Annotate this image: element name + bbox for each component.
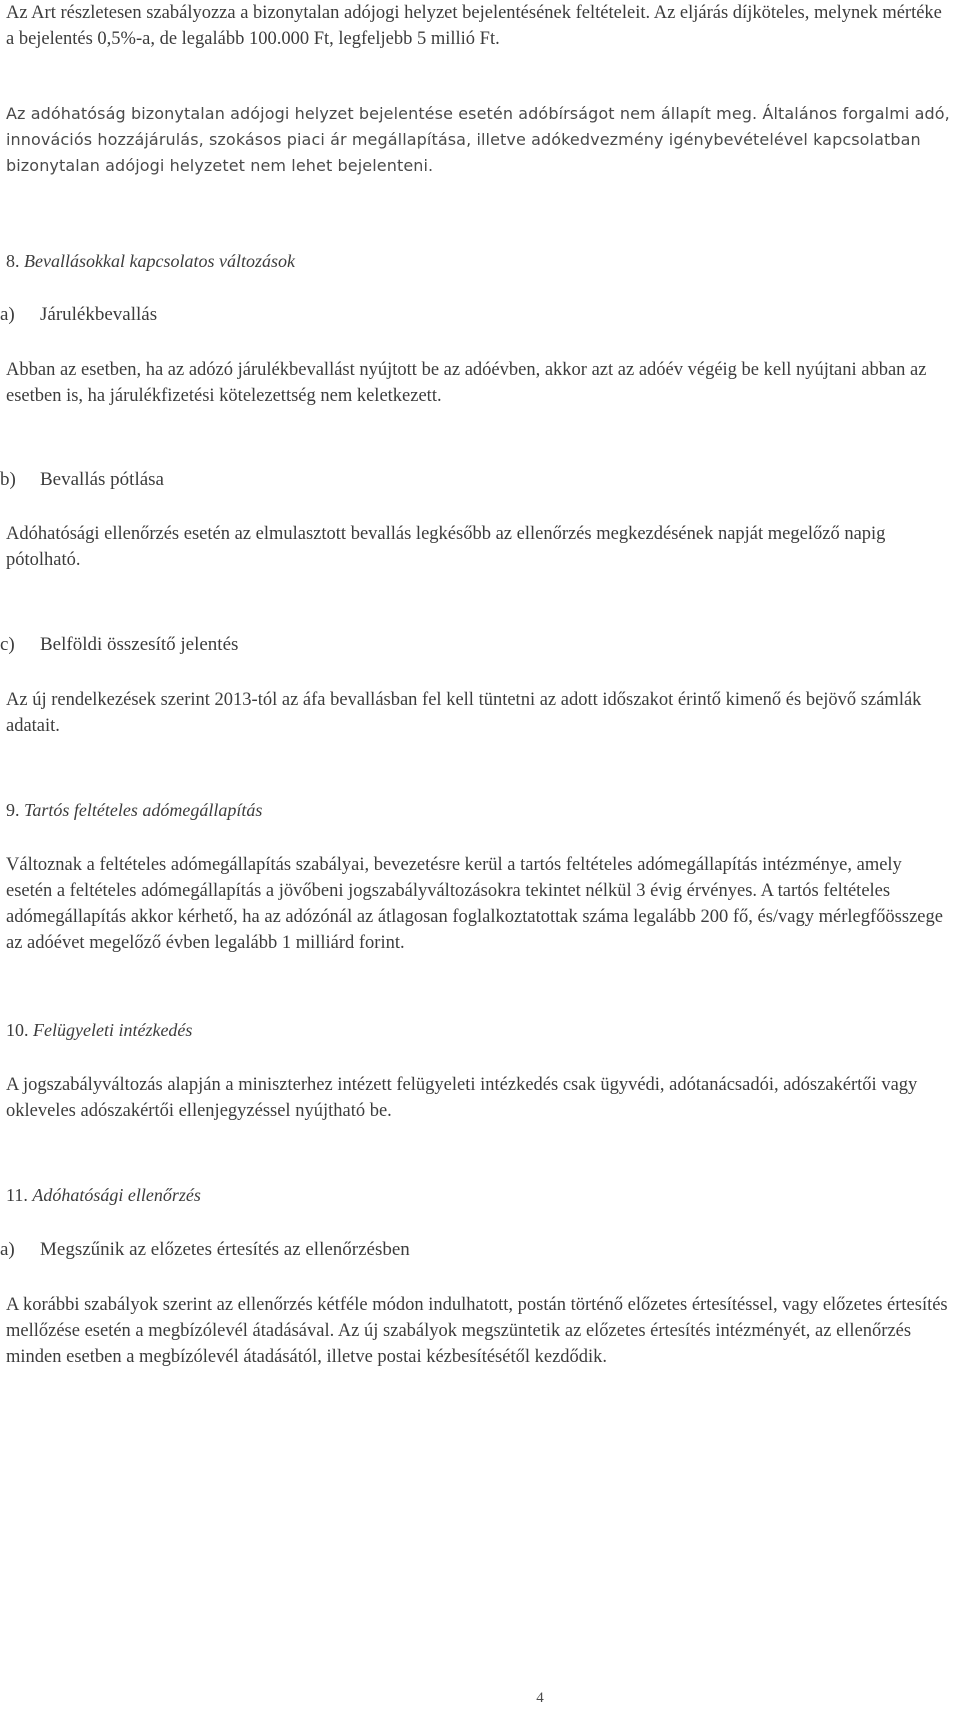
section-10-title: Felügyeleti intézkedés <box>33 1020 193 1040</box>
section-9-title: Tartós feltételes adómegállapítás <box>24 800 263 820</box>
page-number: 4 <box>536 1690 544 1706</box>
section-10-number: 10. <box>6 1020 29 1040</box>
section-8a-text: Abban az esetben, ha az adózó járulékbevallást nyújtott be az adóévben, akkor azt az adóév végéig be kell nyújtani abban az esetben is, ha járulékfizetési kötelezettség nem keletkezett. <box>6 360 927 406</box>
section-10-heading <box>6 1017 192 1043</box>
section-11a-heading <box>0 1237 410 1263</box>
section-8b-text: Adóhatósági ellenőrzés esetén az elmulasztott bevallás legkésőbb az ellenőrzés megkezdésének napját megelőző napig pótolható. <box>6 524 886 570</box>
section-8-number: 8. <box>6 251 20 271</box>
section-8-title: Bevallásokkal kapcsolatos változások <box>24 251 295 271</box>
section-8c-title: Belföldi összesítő jelentés <box>40 634 239 655</box>
section-11-title: Adóhatósági ellenőrzés <box>32 1185 201 1205</box>
section-11-number: 11. <box>6 1185 28 1205</box>
section-10-text: A jogszabályváltozás alapján a miniszterhez intézett felügyeleti intézkedés csak ügyvédi, adótanácsadói, adószakértői vagy okleveles adószakértői ellenjegyzéssel nyújtható be. <box>6 1075 918 1121</box>
section-9-number: 9. <box>6 800 20 820</box>
section-8a-heading <box>0 302 159 328</box>
section-11a-title: Megszűnik az előzetes értesítés az ellenőrzésben <box>40 1239 410 1260</box>
section-8-heading <box>6 248 295 274</box>
section-8a-title: Járulékbevallás <box>40 304 158 325</box>
section-8c-text: Az új rendelkezések szerint 2013-tól az áfa bevallásban fel kell tüntetni az adott időszakot érintő kimenő és bejövő számlák adatait. <box>6 690 922 736</box>
section-8b-letter: b) <box>0 469 16 490</box>
intro-paragraph: Az Art részletesen szabályozza a bizonytalan adójogi helyzet bejelentésének feltételeit. Az eljárás díjköteles, melynek mértéke a bejelentés 0,5%-a, de legalább 100.000 Ft, legfeljebb 5 millió Ft. <box>6 3 942 49</box>
section-11-heading <box>6 1182 201 1208</box>
section-8c-letter: c) <box>0 634 15 655</box>
section-9-text: Változnak a feltételes adómegállapítás szabályai, bevezetésre kerül a tartós feltételes adómegállapítás intézménye, amely esetén a feltételes adómegállapítás a jövőbeni jogszabályváltozásokra tekintet nélkül 3 évig érvényes. A tartós feltételes adómegállapítás akkor kérhető, ha az adózónál az átlagosan foglalkoztatottak száma legalább 200 fő, és/vagy mérlegfőösszege az adóévet megelőző évben legalább 1 milliárd forint. <box>6 855 943 953</box>
tax-authority-paragraph: Az adóhatóság bizonytalan adójogi helyzet bejelentése esetén adóbírságot nem állapít meg. Általános forgalmi adó, innovációs hozzájárulás, szokásos piaci ár megállapítása, illetve adókedvezmény igénybevételével kapcsolatban bizonytalan adójogi helyzetet nem lehet bejelenteni. <box>6 104 950 175</box>
section-8b-title: Bevallás pótlása <box>40 469 164 490</box>
section-8a-letter: a) <box>0 304 15 325</box>
section-8c-heading <box>0 632 239 658</box>
section-9-heading <box>6 797 262 823</box>
section-8b-heading <box>0 467 164 493</box>
section-11a-text: A korábbi szabályok szerint az ellenőrzés kétféle módon indulhatott, postán történő előzetes értesítéssel, vagy előzetes értesítés mellőzése esetén a megbízólevél átadásával. Az új szabályok megszüntetik az előzetes értesítés intézményét, az ellenőrzés minden esetben a megbízólevél átadásától, illetve postai kézbesítésétől kezdődik. <box>6 1295 948 1367</box>
section-11a-letter: a) <box>0 1239 15 1260</box>
